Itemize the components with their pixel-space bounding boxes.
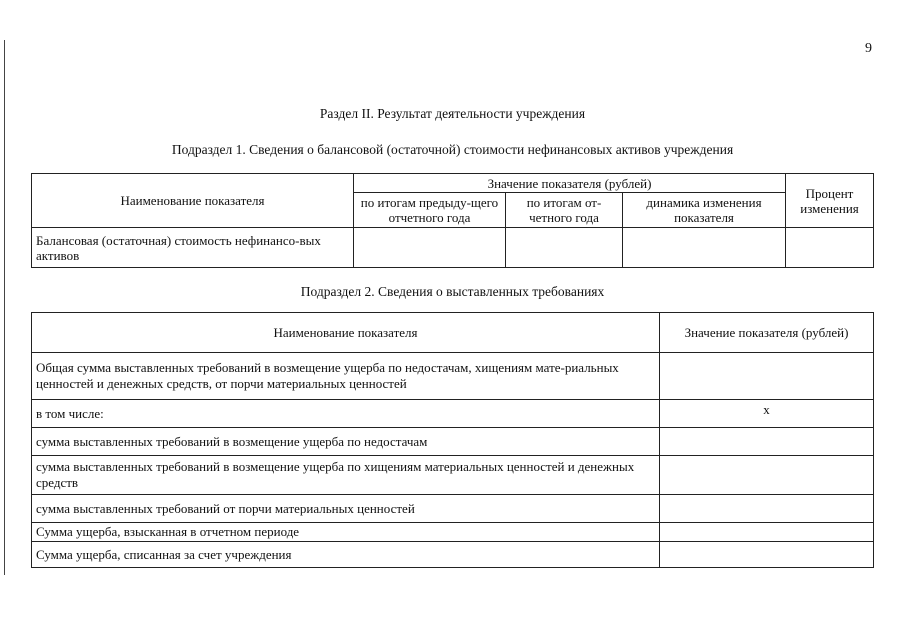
table-row — [32, 495, 874, 523]
cell-percent — [786, 228, 874, 268]
row-value: x — [660, 400, 874, 428]
table-row — [32, 523, 874, 542]
assets-table — [31, 173, 874, 268]
row-name: сумма выставленных требований в возмещение ущерба по недостачам — [32, 428, 660, 456]
row-name: Балансовая (остаточная) стоимость нефинансо-вых активов — [32, 228, 354, 268]
table-row — [32, 400, 874, 428]
row-name: Сумма ущерба, списанная за счет учреждения — [32, 542, 660, 568]
header-current-year: по итогам от-четного года — [506, 193, 623, 228]
row-value — [660, 428, 874, 456]
header-percent: Процент изменения — [786, 174, 874, 228]
table-row — [32, 542, 874, 568]
page-number: 9 — [865, 41, 872, 56]
row-value — [660, 353, 874, 400]
claims-table — [31, 312, 874, 568]
subsection2-title: Подраздел 2. Сведения о выставленных требованиях — [300, 284, 605, 299]
cell-current-year — [506, 228, 623, 268]
table-row — [32, 353, 874, 400]
row-name: Сумма ущерба, взысканная в отчетном периоде — [32, 523, 660, 542]
row-value — [660, 495, 874, 523]
header-name: Наименование показателя — [32, 313, 660, 353]
row-name: Общая сумма выставленных требований в возмещение ущерба по недостачам, хищениям мате-риальных ценностей и денежных средств, от порчи материальных ценностей — [32, 353, 660, 400]
cell-prev-year — [354, 228, 506, 268]
row-name: сумма выставленных требований от порчи материальных ценностей — [32, 495, 660, 523]
table-row — [32, 428, 874, 456]
table-row — [32, 456, 874, 495]
table-row — [32, 228, 874, 268]
header-name: Наименование показателя — [32, 174, 354, 228]
cell-dynamics — [623, 228, 786, 268]
header-dynamics: динамика изменения показателя — [623, 193, 786, 228]
row-name: в том числе: — [32, 400, 660, 428]
row-name: сумма выставленных требований в возмещение ущерба по хищениям материальных ценностей и денежных средств — [32, 456, 660, 495]
header-value-group: Значение показателя (рублей) — [354, 174, 786, 193]
row-value — [660, 523, 874, 542]
header-value: Значение показателя (рублей) — [660, 313, 874, 353]
section-title: Раздел II. Результат деятельности учреждения — [319, 106, 586, 121]
header-prev-year: по итогам предыду-щего отчетного года — [354, 193, 506, 228]
row-value — [660, 542, 874, 568]
row-value — [660, 456, 874, 495]
subsection1-title: Подраздел 1. Сведения о балансовой (остаточной) стоимости нефинансовых активов учреждения — [171, 142, 734, 157]
